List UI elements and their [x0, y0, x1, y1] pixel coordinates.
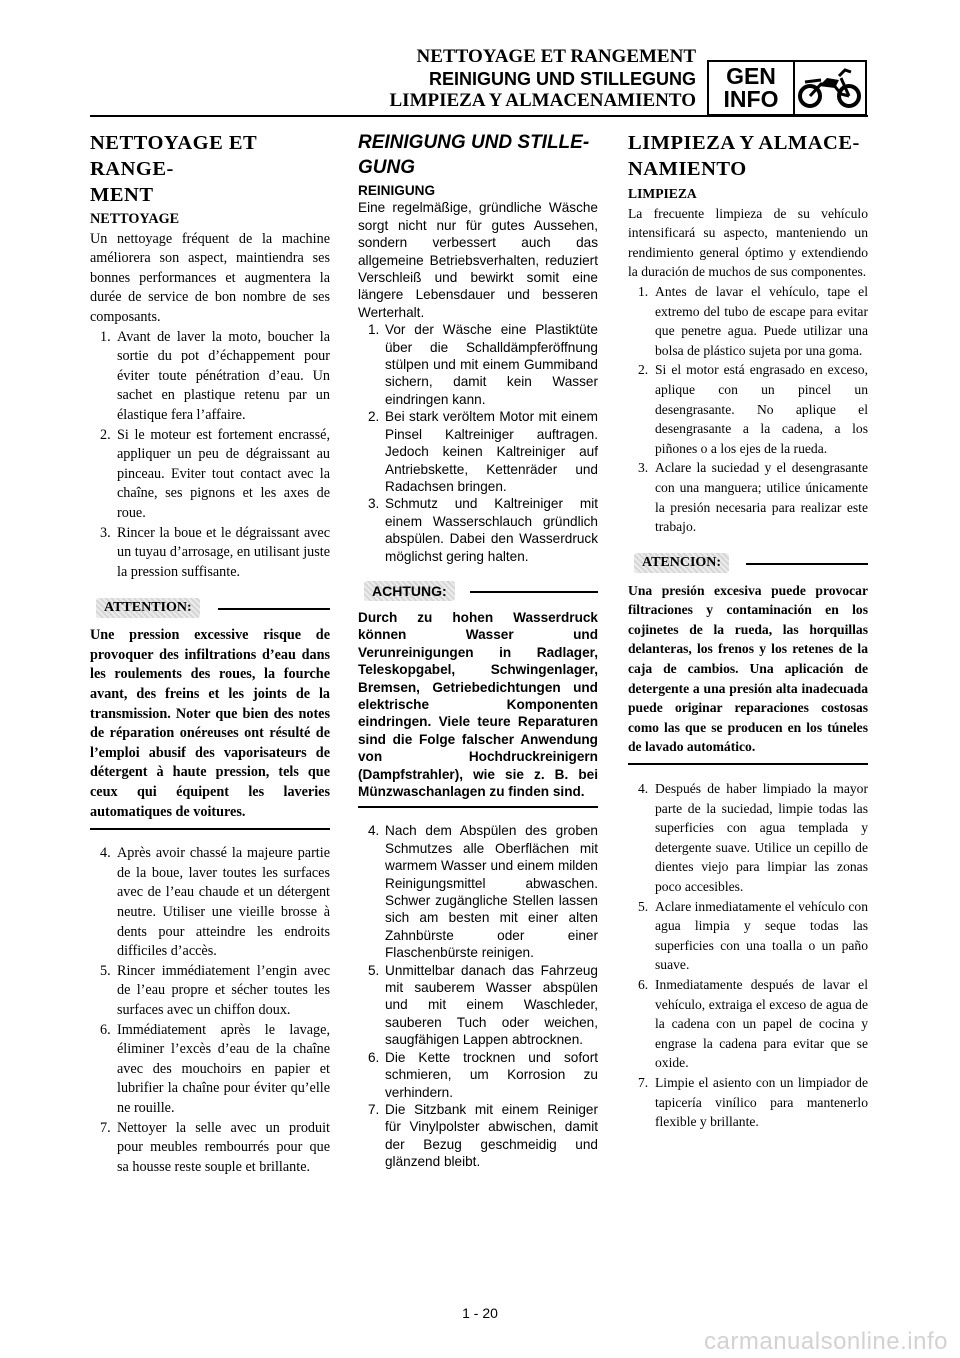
- column-french: [90, 130, 330, 1177]
- step-text: Immédiatement après le lavage, éliminer l’excès d’eau de la chaîne avec des mouchoirs en papier et lubrifier la chaîne pour éviter qu’elle ne rouille.: [117, 1021, 330, 1116]
- step-number: 3.: [100, 524, 111, 541]
- step-number: 3.: [368, 496, 380, 512]
- header-title-fr: NETTOYAGE ET RANGEMENT: [416, 46, 696, 67]
- step-text: Si le moteur est fortement encrassé, appliquer un peu de dégraissant au pinceau. Eviter tout contact avec la chaîne, ses pignons et les axes de roue.: [117, 426, 330, 521]
- warning-text-fr: Une pression excessive risque de provoquer des infiltrations d’eau dans les roulements des roues, la fourche avant, des freins et les joints de la transmission. Noter que bien des notes de réparation onéreuses ont résulté de l’emploi abusif des vaporisateurs de détergent à haute pression, tels que ceux qui équipent les laveries automatiques de voitures.: [90, 627, 330, 820]
- step-item: [358, 1101, 598, 1171]
- step-number: 4.: [368, 823, 380, 839]
- step-text: Die Sitzbank mit einem Reiniger für Vinylpolster abwischen, damit der Bezug geschmeidig und glänzend bleibt.: [385, 1101, 598, 1170]
- step-number: 3.: [638, 460, 649, 476]
- column-spanish: [628, 130, 868, 1132]
- subheading-es: LIMPIEZA: [628, 186, 697, 201]
- step-text: Limpie el asiento con un limpiador de tapicería vinílico para mantenerlo flexible y brillante.: [655, 1074, 868, 1130]
- step-item: [90, 962, 330, 1021]
- step-text: Inmediatamente después de lavar el vehículo, extraiga el exceso de agua de la cadena con un papel de cocina y engrase la cadena para evitar que se oxide.: [655, 976, 868, 1071]
- steps-list-es-a: [628, 282, 868, 537]
- page-number: 1 - 20: [462, 1305, 498, 1321]
- warning-label-es: ATENCION:: [634, 553, 729, 573]
- step-item: [358, 495, 598, 565]
- section-title-de: [358, 130, 598, 180]
- step-text: Bei stark veröltem Motor mit einem Pinsel Kaltreiniger auftragen. Jedoch keinen Kaltreiniger auf Antriebskette, Kettenräder und Radachsen bringen.: [385, 409, 598, 494]
- title-line-1: NETTOYAGE ET RANGE-: [90, 132, 257, 180]
- step-number: 7.: [638, 1074, 649, 1090]
- step-number: 1.: [100, 328, 111, 345]
- step-item: [628, 458, 868, 536]
- step-item: [628, 282, 868, 360]
- step-item: [358, 822, 598, 961]
- steps-list-es-b: [628, 779, 868, 1132]
- step-item: [628, 360, 868, 458]
- step-number: 7.: [100, 1119, 111, 1136]
- title-line-2: MENT: [90, 184, 154, 206]
- step-text: Schmutz und Kaltreiniger mit einem Wasserschlauch gründlich abspülen. Dabei den Wasserdruck möglichst gering halten.: [385, 496, 598, 564]
- step-text: Nettoyer la selle avec un produit pour meubles rembourrés pour que sa housse reste souple et brillante.: [117, 1119, 330, 1175]
- subheading-fr: NETTOYAGE: [90, 211, 180, 227]
- step-item: [628, 897, 868, 975]
- warning-text-es: Una presión excesiva puede provocar filtraciones y contaminación en los cojinetes de la rueda, las horquillas delanteras, los frenos y los retenes de la caja de cambios. Una aplicación de detergente a una presión alta inadecuada puede originar reparaciones costosas como las que se producen en los túneles de lavado automático.: [628, 582, 868, 755]
- steps-list-fr-a: [90, 328, 330, 583]
- warning-text-de: Durch zu hohen Wasserdruck können Wasser und Verunreinigungen in Radlager, Teleskopgabel, Schwingenlager, Bremsen, Getriebedichtungen und elektrische Komponenten eindringen. Viele teure Reparaturen sind die Folge falscher Anwendung von Hochdruckreinigern (Dampfstrahler), wie sie z. B. bei Münzwaschanlagen zu finden sind.: [358, 609, 598, 799]
- step-number: 7.: [368, 1101, 380, 1117]
- step-number: 6.: [100, 1021, 111, 1038]
- header-title-de: REINIGUNG UND STILLEGUNG: [428, 69, 696, 89]
- step-item: [628, 779, 868, 897]
- step-text: Nach dem Abspülen des groben Schmutzes alle Oberflächen mit warmem Wasser und einem milden Reinigungsmittel abwaschen. Schwer zugängliche Stellen lassen sich am besten mit einer alten Zahnbürste oder einer Flaschenbürste reinigen.: [385, 823, 598, 961]
- step-item: [90, 844, 330, 962]
- step-number: 5.: [100, 962, 111, 979]
- step-number: 5.: [368, 962, 380, 978]
- step-text: Antes de lavar el vehículo, tape el extremo del tubo de escape para evitar que penetre agua. Puede utilizar una bolsa de plástico sujeta por una goma.: [655, 283, 868, 358]
- step-number: 6.: [368, 1049, 380, 1065]
- column-german: [358, 130, 598, 1171]
- step-number: 1.: [368, 322, 380, 338]
- section-title-es: [628, 130, 868, 182]
- intro-es: La frecuente limpieza de su vehículo intensificará su aspecto, manteniendo un rendimiento general óptimo y extendiendo la duración de muchos de sus componentes.: [628, 205, 868, 280]
- motorcycle-icon: [795, 62, 865, 114]
- step-item: [358, 321, 598, 408]
- step-item: [90, 524, 330, 583]
- title-line-2: NAMIENTO: [628, 158, 747, 180]
- title-line-1: REINIGUNG UND STILLE-: [358, 132, 590, 153]
- title-line-2: GUNG: [358, 157, 415, 178]
- step-item: [358, 1049, 598, 1101]
- step-text: Si el motor está engrasado en exceso, aplique con un pincel un desengrasante. No aplique el desengrasante a la cadena, a los piñones o a los ejes de la rueda.: [655, 362, 868, 456]
- steps-list-de-a: [358, 321, 598, 565]
- step-text: Vor der Wäsche eine Plastiktüte über die Schalldämpferöffnung stülpen und mit einem Gummiband sichern, damit kein Wasser eindringen kann.: [385, 322, 598, 407]
- warning-label-de: ACHTUNG:: [364, 581, 455, 601]
- step-text: Unmittelbar danach das Fahrzeug mit sauberem Wasser abspülen und mit einem Waschleder, sauberen Tuch oder weichen, saugfähigen Lappen abtrocknen.: [385, 962, 598, 1048]
- watermark: carmanualsonline.info: [704, 1328, 948, 1355]
- step-number: 2.: [368, 409, 380, 425]
- subheading-de: REINIGUNG: [358, 183, 436, 198]
- step-item: [628, 1073, 868, 1132]
- step-number: 2.: [638, 362, 649, 378]
- step-text: Après avoir chassé la majeure partie de la boue, laver toutes les surfaces avec de l’eau chaude et un détergent neutre. Utiliser une vieille brosse à dents pour atteindre les endroits difficiles d’accès.: [117, 845, 330, 960]
- warning-label-fr: ATTENTION:: [96, 598, 200, 618]
- intro-de: Eine regelmäßige, gründliche Wäsche sorgt nicht nur für gutes Aussehen, sondern verbessert auch das allgemeine Betriebsverhalten, reduziert Verschleiß und bewirkt somit eine längere Lebensdauer und besseren Werterhalt.: [358, 200, 598, 320]
- steps-list-de-b: [358, 822, 598, 1170]
- step-number: 1.: [638, 283, 649, 299]
- step-text: Aclare inmediatamente el vehículo con agua limpia y seque todas las superficies con una toalla o un paño suave.: [655, 898, 868, 973]
- step-text: Rincer la boue et le dégraissant avec un tuyau d’arrosage, en utilisant juste la pression suffisante.: [117, 524, 330, 580]
- step-item: [90, 328, 330, 426]
- step-number: 4.: [638, 781, 649, 797]
- steps-list-fr-b: [90, 844, 330, 1177]
- step-text: Aclare la suciedad y el desengrasante con una manguera; utilice únicamente la presión necesaria para realizar este trabajo.: [655, 460, 868, 535]
- step-text: Después de haber limpiado la mayor parte de la suciedad, limpie todas las superficies con agua templada y detergente suave. Utilice un cepillo de dientes viejo para limpiar las zonas poco accesibles.: [655, 781, 868, 894]
- step-number: 6.: [638, 976, 649, 992]
- warning-box-de: [358, 579, 598, 808]
- step-text: Avant de laver la moto, boucher la sortie du pot d’échappement pour éviter toute pénétration d’eau. Un sachet en plastique retenu par un élastique fera l’affaire.: [117, 328, 330, 423]
- section-title-fr: [90, 130, 330, 208]
- step-item: [628, 975, 868, 1073]
- intro-fr: Un nettoyage fréquent de la machine améliorera son aspect, maintiendra ses bonnes performances et augmentera la durée de service de bon nombre de ses composants.: [90, 230, 330, 325]
- step-item: [90, 426, 330, 524]
- step-text: Die Kette trocknen und sofort schmieren, um Korrosion zu verhindern.: [385, 1049, 598, 1100]
- step-number: 4.: [100, 845, 111, 862]
- step-item: [90, 1021, 330, 1119]
- badge-line-2: INFO: [723, 86, 779, 112]
- badge-text: [709, 62, 795, 114]
- step-number: 5.: [638, 898, 649, 914]
- title-line-1: LIMPIEZA Y ALMACE-: [628, 132, 860, 154]
- section-header: [390, 46, 697, 112]
- step-item: [358, 408, 598, 495]
- step-item: [90, 1119, 330, 1178]
- step-text: Rincer immédiatement l’engin avec de l’eau propre et sécher toutes les surfaces avec un chiffon doux.: [117, 962, 330, 1018]
- badge-line-1: GEN: [726, 63, 776, 89]
- step-number: 2.: [100, 426, 111, 443]
- step-item: [358, 962, 598, 1049]
- gen-info-badge: [707, 60, 867, 116]
- warning-box-es: [628, 551, 868, 765]
- warning-box-fr: [90, 596, 330, 830]
- header-title-es: LIMPIEZA Y ALMACENAMIENTO: [389, 90, 696, 111]
